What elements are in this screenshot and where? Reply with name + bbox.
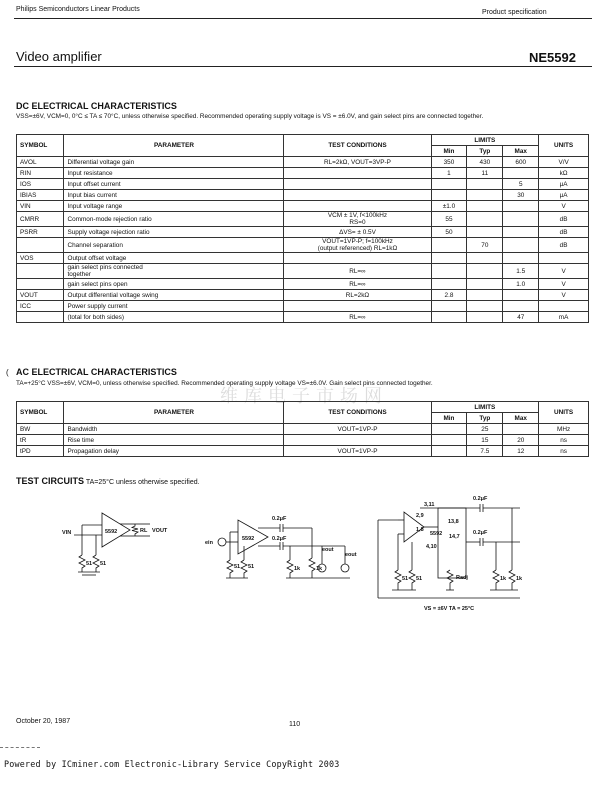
max-cell — [503, 212, 539, 227]
unit-cell — [539, 279, 589, 290]
unit-cell — [539, 227, 589, 238]
parameter-cell-text: Rise time — [67, 436, 95, 444]
max-cell — [503, 253, 539, 264]
dc-title: DC ELECTRICAL CHARACTERISTICS — [16, 101, 177, 111]
unit-cell-text: dB — [559, 215, 568, 223]
unit-cell — [539, 424, 589, 435]
unit-cell-text: V — [561, 267, 566, 275]
symbol-cell-text: CMRR — [20, 215, 40, 223]
unit-cell — [539, 253, 589, 264]
symbol-cell-text: IOS — [20, 180, 32, 188]
unit-cell — [539, 238, 589, 253]
unit-cell — [539, 212, 589, 227]
ac-col-typ: Typ — [467, 413, 503, 424]
c1-vin-label: VIN — [62, 530, 72, 536]
parameter-cell — [64, 253, 284, 264]
unit-cell — [539, 168, 589, 179]
resistor-icon — [395, 570, 401, 590]
parameter-cell-text: Channel separation — [67, 241, 123, 249]
test-condition-cell — [284, 279, 431, 290]
min-cell — [431, 227, 467, 238]
typ-cell-text: 11 — [481, 169, 489, 177]
max-cell — [503, 201, 539, 212]
test-condition-cell — [284, 312, 431, 323]
max-cell — [503, 238, 539, 253]
watermark-text: 维库电子市场网 — [220, 386, 388, 406]
part-number: NE5592 — [529, 50, 576, 65]
min-cell-text: 50 — [445, 228, 453, 236]
test-condition-cell — [284, 238, 431, 253]
symbol-cell-text: VOS — [20, 254, 34, 262]
test-condition-cell-text: VOUT=1VP-P — [337, 447, 378, 455]
c3-chip-label: 5592 — [430, 531, 443, 537]
max-cell — [503, 264, 539, 279]
symbol-cell — [17, 168, 64, 179]
symbol-cell-text: BW — [20, 425, 31, 433]
max-cell-text: 47 — [517, 313, 525, 321]
table-row — [17, 212, 589, 227]
typ-cell — [467, 253, 503, 264]
max-cell-text: 1.5 — [516, 267, 526, 275]
table-row — [17, 253, 589, 264]
typ-cell — [467, 301, 503, 312]
col-test-conditions: TEST CONDITIONS — [284, 135, 431, 157]
c2-cap1-label: 0.2μF — [272, 516, 287, 522]
c2-r2-label: 51 — [248, 564, 255, 570]
resistor-icon — [309, 558, 315, 578]
ac-col-min: Min — [431, 413, 467, 424]
col-limits: LIMITS — [431, 135, 539, 146]
ac-table — [16, 401, 589, 457]
symbol-cell — [17, 290, 64, 301]
typ-cell-text: 430 — [479, 158, 491, 166]
c3-pin-138: 13,8 — [448, 519, 459, 525]
max-cell — [503, 446, 539, 457]
min-cell — [431, 264, 467, 279]
min-cell-text: 1 — [447, 169, 451, 177]
max-cell — [503, 435, 539, 446]
symbol-cell — [17, 312, 64, 323]
ac-col-units: UNITS — [539, 402, 589, 424]
ac-col-symbol: SYMBOL — [17, 402, 64, 424]
min-cell-text: ±1.0 — [442, 202, 456, 210]
parameter-cell-text: Supply voltage rejection ratio — [67, 228, 150, 236]
c3-pin-18: 1,8 — [416, 527, 424, 533]
typ-cell-text: 7.5 — [480, 447, 490, 455]
table-row — [17, 424, 589, 435]
typ-cell — [467, 435, 503, 446]
symbol-cell — [17, 157, 64, 168]
typ-cell — [467, 312, 503, 323]
table-row — [17, 446, 589, 457]
max-cell — [503, 190, 539, 201]
test-condition-cell — [284, 253, 431, 264]
parameter-cell-text: Propagation delay — [67, 447, 119, 455]
col-min: Min — [431, 146, 467, 157]
c2-eout2-label: eout — [345, 552, 357, 558]
symbol-cell-text: VIN — [20, 202, 31, 210]
parameter-cell-text: Bandwidth — [67, 425, 98, 433]
c3-pin-311: 3,11 — [424, 502, 435, 508]
unit-cell-text: μA — [559, 180, 568, 188]
min-cell — [431, 312, 467, 323]
c2-r3-label: 1k — [294, 566, 301, 572]
company-name: Philips Semiconductors Linear Products — [16, 6, 140, 13]
parameter-cell — [64, 227, 284, 238]
symbol-cell — [17, 238, 64, 253]
col-parameter: PARAMETER — [64, 135, 284, 157]
header-rule-bottom — [14, 66, 592, 67]
resistor-icon — [409, 570, 415, 590]
unit-cell — [539, 201, 589, 212]
typ-cell — [467, 238, 503, 253]
test-condition-cell-text: RL=2kΩ, VOUT=3VP-P — [324, 158, 391, 166]
parameter-cell — [64, 190, 284, 201]
typ-cell — [467, 227, 503, 238]
test-condition-cell-text: RL=∞ — [349, 267, 366, 275]
ac-title: AC ELECTRICAL CHARACTERISTICS — [16, 367, 177, 377]
dc-conditions: VSS=±6V, VCM=0, 0°C ≤ TA ≤ 70°C, unless otherwise specified. Recommended operating supply voltage is VS = ±6.0V, and gain select pins are connected together. — [16, 113, 484, 120]
document-title: Video amplifier — [16, 49, 102, 64]
parameter-cell — [64, 312, 284, 323]
table-row — [17, 157, 589, 168]
c3-cap2-label: 0.2μF — [473, 530, 488, 536]
unit-cell-text: μA — [559, 191, 568, 199]
ac-col-parameter: PARAMETER — [64, 402, 284, 424]
symbol-cell — [17, 435, 64, 446]
min-cell — [431, 212, 467, 227]
parameter-cell-text: gain select pins connected — [67, 264, 143, 271]
symbol-cell — [17, 446, 64, 457]
c3-r2-label: 51 — [416, 576, 423, 582]
symbol-cell — [17, 424, 64, 435]
typ-cell — [467, 157, 503, 168]
unit-cell — [539, 179, 589, 190]
typ-cell — [467, 179, 503, 190]
symbol-cell — [17, 253, 64, 264]
min-cell — [431, 168, 467, 179]
typ-cell — [467, 212, 503, 227]
symbol-cell-text: AVOL — [20, 158, 37, 166]
footer-divider — [0, 747, 40, 748]
parameter-cell — [64, 264, 284, 279]
test-condition-cell-text: RL=∞ — [349, 280, 366, 288]
max-cell — [503, 312, 539, 323]
typ-cell-text: 25 — [481, 425, 489, 433]
typ-cell — [467, 424, 503, 435]
min-cell — [431, 157, 467, 168]
margin-mark: ( — [6, 368, 9, 377]
min-cell — [431, 435, 467, 446]
parameter-cell-text: Output offset voltage — [67, 254, 127, 262]
symbol-cell — [17, 190, 64, 201]
table-row — [17, 168, 589, 179]
unit-cell — [539, 264, 589, 279]
resistor-icon — [509, 570, 515, 590]
min-cell — [431, 190, 467, 201]
resistor-icon — [227, 560, 233, 578]
table-row — [17, 190, 589, 201]
test-condition-cell-text: RL=∞ — [349, 313, 366, 321]
max-cell — [503, 279, 539, 290]
symbol-cell — [17, 264, 64, 279]
parameter-cell — [64, 168, 284, 179]
table-row — [17, 301, 589, 312]
max-cell — [503, 179, 539, 190]
parameter-cell-text: gain select pins open — [67, 280, 128, 288]
symbol-cell-text: RIN — [20, 169, 32, 177]
max-cell-text: 30 — [517, 191, 525, 199]
unit-cell-text: ns — [560, 436, 567, 444]
parameter-cell-text: Input bias current — [67, 191, 117, 199]
resistor-icon — [287, 560, 293, 578]
table-row — [17, 279, 589, 290]
test-condition-cell — [284, 157, 431, 168]
max-cell — [503, 290, 539, 301]
c2-r1-label: 51 — [234, 564, 241, 570]
c2-eout1-label: eout — [322, 547, 334, 553]
symbol-cell — [17, 201, 64, 212]
parameter-cell — [64, 157, 284, 168]
parameter-cell-text: Common-mode rejection ratio — [67, 215, 152, 223]
unit-cell-text: dB — [559, 241, 568, 249]
symbol-cell — [17, 227, 64, 238]
table-row — [17, 179, 589, 190]
typ-cell — [467, 168, 503, 179]
unit-cell-text: ns — [560, 447, 567, 455]
min-cell — [431, 238, 467, 253]
test-circuits-note: TA=25°C unless otherwise specified. — [85, 479, 200, 486]
typ-cell — [467, 279, 503, 290]
c3-cap1-label: 0.2μF — [473, 496, 488, 502]
unit-cell-text: V — [561, 202, 566, 210]
test-condition-cell — [284, 264, 431, 279]
min-cell — [431, 424, 467, 435]
table-row — [17, 264, 589, 279]
resistor-icon — [79, 555, 85, 572]
symbol-cell — [17, 301, 64, 312]
min-cell — [431, 301, 467, 312]
max-cell-text: 20 — [517, 436, 525, 444]
parameter-cell — [64, 435, 284, 446]
c3-pin-410: 4,10 — [426, 544, 437, 550]
max-cell — [503, 424, 539, 435]
test-condition-cell — [284, 168, 431, 179]
test-circuits-heading — [16, 476, 200, 486]
test-condition-cell-text-line2: (output referenced) RL=1kΩ — [317, 245, 398, 252]
c2-ein-label: ein — [205, 540, 213, 546]
dc-table — [16, 134, 589, 323]
max-cell-text: 5 — [518, 180, 523, 188]
parameter-cell — [64, 290, 284, 301]
typ-cell-text: 15 — [481, 436, 489, 444]
unit-cell — [539, 290, 589, 301]
test-condition-cell — [284, 446, 431, 457]
header-rule-top — [14, 18, 592, 19]
c3-caption: VS = ±6V TA = 25°C — [424, 606, 475, 612]
c3-r1-label: 51 — [402, 576, 409, 582]
col-units: UNITS — [539, 135, 589, 157]
max-cell-text: 600 — [515, 158, 527, 166]
table-row — [17, 201, 589, 212]
source-icon — [218, 538, 226, 546]
test-condition-cell — [284, 190, 431, 201]
symbol-cell-text: PSRR — [20, 228, 38, 236]
parameter-cell-text-line2: together — [67, 271, 91, 278]
parameter-cell — [64, 238, 284, 253]
parameter-cell-text: Input offset current — [67, 180, 121, 188]
test-circuits-title: TEST CIRCUITS — [16, 476, 85, 486]
table-row — [17, 290, 589, 301]
col-symbol: SYMBOL — [17, 135, 64, 157]
unit-cell-text: MHz — [557, 425, 571, 433]
resistor-icon — [241, 560, 247, 578]
test-circuits-diagram — [0, 490, 606, 625]
test-condition-cell-text: VCM ± 1V, f<100kHz — [327, 212, 388, 219]
typ-cell — [467, 290, 503, 301]
parameter-cell — [64, 279, 284, 290]
symbol-cell-text: ICC — [20, 302, 32, 310]
parameter-cell — [64, 212, 284, 227]
test-condition-cell — [284, 227, 431, 238]
symbol-cell-text: tPD — [20, 447, 31, 455]
unit-cell — [539, 312, 589, 323]
col-max: Max — [503, 146, 539, 157]
c3-pin-29: 2,9 — [416, 513, 424, 519]
resistor-icon — [93, 555, 99, 572]
max-cell — [503, 157, 539, 168]
test-condition-cell — [284, 212, 431, 227]
ac-col-max: Max — [503, 413, 539, 424]
meter-icon — [341, 564, 349, 572]
col-typ: Typ — [467, 146, 503, 157]
min-cell-text: 350 — [443, 158, 455, 166]
ac-col-limits: LIMITS — [431, 402, 539, 413]
test-condition-cell — [284, 290, 431, 301]
parameter-cell — [64, 301, 284, 312]
resistor-icon — [132, 524, 138, 536]
test-condition-cell-text: ΔVS= ± 0.5V — [339, 228, 376, 236]
resistor-icon — [447, 570, 453, 590]
symbol-cell-text: IBIAS — [20, 191, 37, 199]
parameter-cell-text: Differential voltage gain — [67, 158, 135, 166]
min-cell — [431, 253, 467, 264]
test-condition-cell-text: VOUT=1VP-P — [337, 425, 378, 433]
typ-cell — [467, 446, 503, 457]
unit-cell — [539, 446, 589, 457]
parameter-cell-text: (total for both sides) — [67, 313, 124, 321]
footer-date: October 20, 1987 — [16, 718, 71, 725]
powered-by-text: Powered by ICminer.com Electronic-Library Service CopyRight 2003 — [4, 759, 340, 769]
c1-r2-label: 51 — [100, 561, 107, 567]
page-number: 110 — [289, 721, 301, 728]
test-condition-cell — [284, 179, 431, 190]
spec-label: Product specification — [482, 9, 547, 16]
c3-r3-label: 1k — [500, 576, 507, 582]
max-cell — [503, 227, 539, 238]
c1-rl-label: RL — [140, 528, 148, 534]
typ-cell — [467, 264, 503, 279]
min-cell-text: 55 — [445, 215, 453, 223]
parameter-cell-text: Input voltage range — [67, 202, 123, 210]
c3-radj-label: Radj — [456, 575, 468, 581]
table-row — [17, 227, 589, 238]
min-cell — [431, 446, 467, 457]
parameter-cell-text: Power supply current — [67, 302, 128, 310]
test-condition-cell-text-line2: RS=0 — [349, 219, 366, 226]
c2-chip-label: 5592 — [242, 536, 255, 542]
unit-cell — [539, 190, 589, 201]
test-condition-cell-text: RL=2kΩ — [345, 291, 370, 299]
resistor-icon — [493, 570, 499, 590]
test-condition-cell — [284, 301, 431, 312]
c2-r4-label: 1k — [316, 566, 323, 572]
min-cell — [431, 290, 467, 301]
unit-cell-text: V — [561, 280, 566, 288]
table-row — [17, 435, 589, 446]
parameter-cell-text: Input resistance — [67, 169, 113, 177]
max-cell-text: 12 — [517, 447, 525, 455]
typ-cell-text: 70 — [481, 241, 489, 249]
ac-table-body — [17, 424, 589, 457]
c1-r1-label: 51 — [86, 561, 93, 567]
unit-cell — [539, 301, 589, 312]
max-cell-text: 1.0 — [516, 280, 526, 288]
c3-pin-147: 14,7 — [449, 534, 460, 540]
min-cell-text: 2.8 — [444, 291, 454, 299]
ac-col-test-conditions: TEST CONDITIONS — [284, 402, 431, 424]
symbol-cell — [17, 279, 64, 290]
unit-cell — [539, 435, 589, 446]
symbol-cell-text: tR — [20, 436, 27, 444]
c1-vout-label: VOUT — [152, 528, 168, 534]
min-cell — [431, 179, 467, 190]
unit-cell-text: kΩ — [559, 169, 568, 177]
max-cell — [503, 301, 539, 312]
symbol-cell — [17, 212, 64, 227]
symbol-cell-text: VOUT — [20, 291, 38, 299]
unit-cell-text: V — [561, 291, 566, 299]
parameter-cell — [64, 446, 284, 457]
dc-table-body — [17, 157, 589, 323]
max-cell — [503, 168, 539, 179]
c1-chip-label: 5592 — [105, 529, 118, 535]
unit-cell-text: mA — [558, 313, 569, 321]
parameter-cell — [64, 201, 284, 212]
parameter-cell — [64, 179, 284, 190]
c2-cap2-label: 0.2μF — [272, 536, 287, 542]
test-condition-cell — [284, 435, 431, 446]
min-cell — [431, 279, 467, 290]
symbol-cell — [17, 179, 64, 190]
min-cell — [431, 201, 467, 212]
test-condition-cell-text: VOUT=1VP-P; f=100kHz — [322, 238, 393, 245]
table-row — [17, 238, 589, 253]
test-condition-cell — [284, 201, 431, 212]
test-condition-cell — [284, 424, 431, 435]
unit-cell-text: dB — [559, 228, 568, 236]
ac-conditions: TA=+25°C VSS=±6V, VCM=0, unless otherwise specified. Recommended operating supply voltage VS=±6.0V. Gain select pins connected together. — [16, 380, 433, 387]
parameter-cell-text: Output differential voltage swing — [67, 291, 159, 299]
unit-cell-text: V/V — [558, 158, 569, 166]
table-row — [17, 312, 589, 323]
typ-cell — [467, 190, 503, 201]
c3-r4-label: 1k — [516, 576, 523, 582]
typ-cell — [467, 201, 503, 212]
parameter-cell — [64, 424, 284, 435]
unit-cell — [539, 157, 589, 168]
